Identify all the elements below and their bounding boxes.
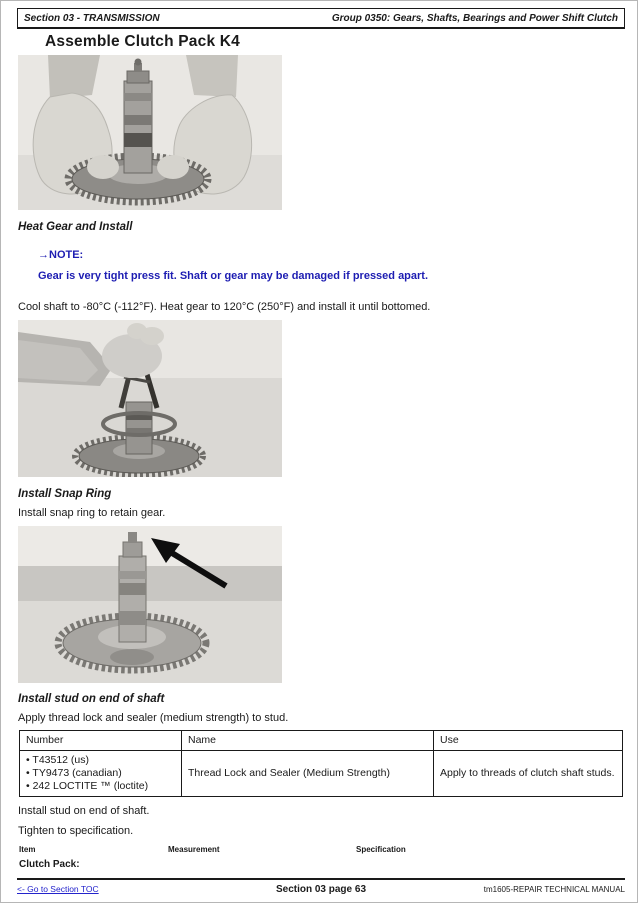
- sealer-table-header-row: [20, 731, 623, 751]
- note-text: Gear is very tight press fit. Shaft or gear may be damaged if pressed apart.: [38, 270, 429, 282]
- shaft: [119, 556, 146, 642]
- spec-header-item: Item: [19, 845, 36, 854]
- sealer-table: [19, 730, 623, 797]
- stud: [128, 532, 137, 543]
- page-footer: [17, 878, 625, 895]
- left-arm: [48, 55, 100, 99]
- heat-gear-heading: Heat Gear and Install: [18, 221, 133, 233]
- snap-ring-photo: [18, 320, 282, 477]
- header-group-label: Group 0350: Gears, Shafts, Bearings and Power Shift Clutch: [331, 13, 618, 24]
- install-stud-text: Install stud on end of shaft.: [18, 805, 150, 817]
- heat-gear-instruction: Cool shaft to -80°C (-112°F). Heat gear to 120°C (250°F) and install it until bottomed.: [18, 301, 431, 313]
- note-label: →NOTE:: [38, 249, 84, 261]
- stud-instruction: Apply thread lock and sealer (medium strength) to stud.: [18, 712, 289, 724]
- spec-table-header-row: [19, 845, 637, 854]
- stud-heading: Install stud on end of shaft: [18, 693, 165, 705]
- stud-illustration: [18, 526, 282, 683]
- page-number-label: Section 03 page 63: [275, 884, 367, 895]
- sealer-table-header-number: Number: [20, 731, 182, 751]
- sealer-number-cell: [20, 751, 182, 797]
- stud-photo: [18, 526, 282, 683]
- heat-gear-photo: [18, 55, 282, 210]
- manual-id-label: tm1605-REPAIR TECHNICAL MANUAL: [483, 885, 625, 894]
- heat-gear-illustration: [18, 55, 282, 210]
- part-number-canadian: • TY9473 (canadian): [26, 767, 175, 780]
- snap-ring-heading: Install Snap Ring: [18, 488, 112, 500]
- sealer-table-header-use: Use: [434, 731, 623, 751]
- spec-header-specification: Specification: [356, 845, 406, 854]
- part-number-loctite: • 242 LOCTITE ™ (loctite): [26, 780, 175, 793]
- right-thumb: [157, 155, 189, 179]
- tighten-text: Tighten to specification.: [18, 825, 134, 837]
- sealer-name-cell: Thread Lock and Sealer (Medium Strength): [182, 751, 434, 797]
- snap-ring-instruction: Install snap ring to retain gear.: [18, 507, 166, 519]
- right-arm: [186, 55, 238, 97]
- spec-header-measurement: Measurement: [168, 845, 220, 854]
- clutch-pack-label: Clutch Pack:: [19, 859, 80, 870]
- page-title: Assemble Clutch Pack K4: [45, 33, 240, 50]
- go-to-section-toc-link[interactable]: <- Go to Section TOC: [17, 884, 99, 894]
- page-header: [17, 8, 625, 29]
- part-number-us: • T43512 (us): [26, 754, 175, 767]
- sealer-table-row: [20, 751, 623, 797]
- sealer-use-cell: Apply to threads of clutch shaft studs.: [434, 751, 623, 797]
- snap-ring-illustration: [18, 320, 282, 477]
- header-section-label: Section 03 - TRANSMISSION: [24, 13, 160, 24]
- left-thumb: [87, 155, 119, 179]
- sealer-table-header-name: Name: [182, 731, 434, 751]
